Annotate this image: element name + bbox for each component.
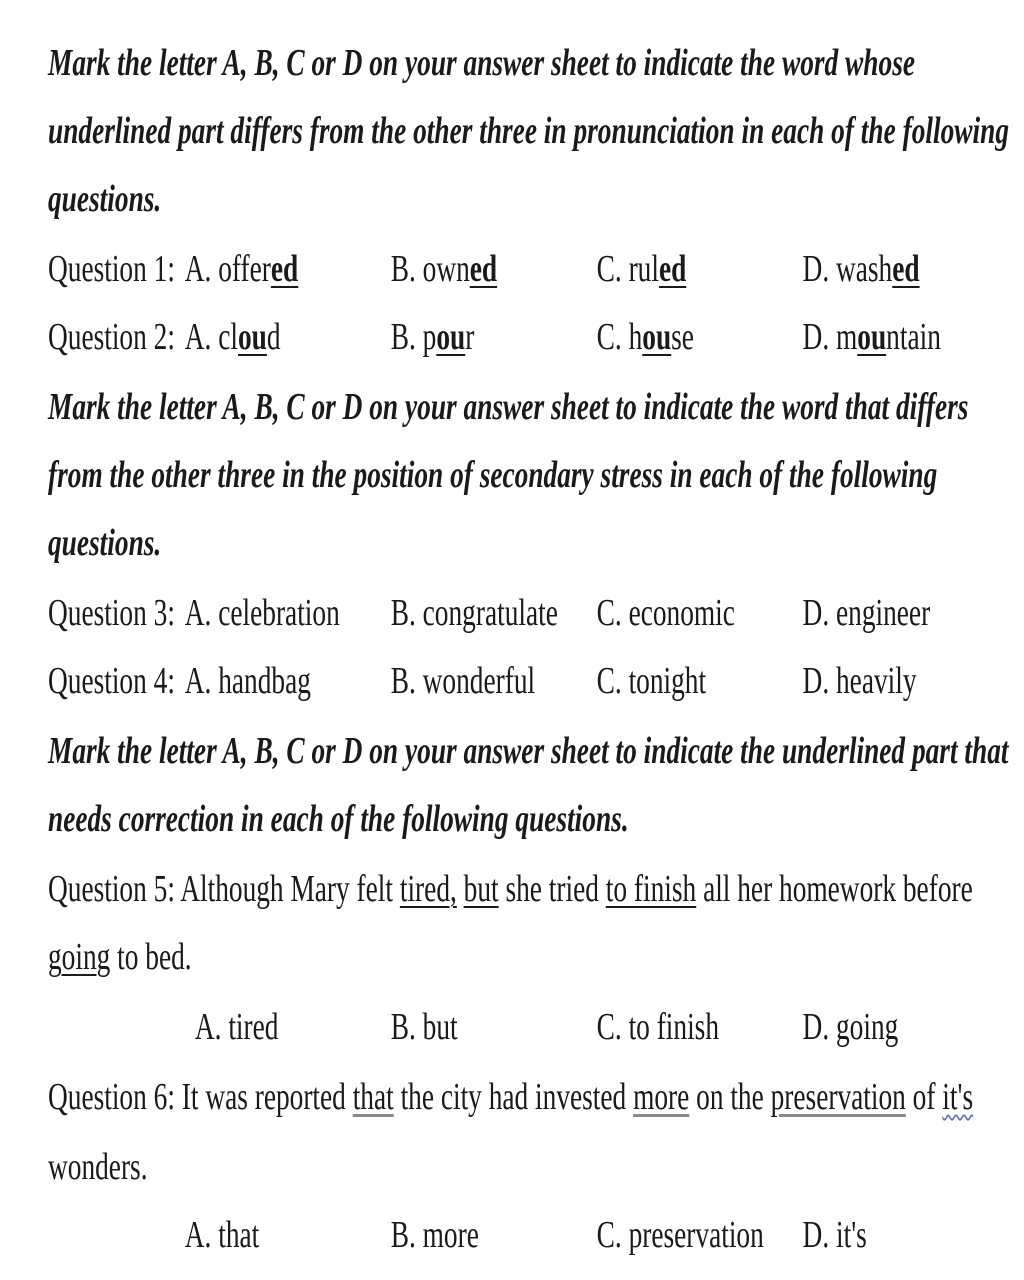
q1-option-d-text: D. wash — [802, 248, 893, 290]
section2-instruction-line1: Mark the letter A, B, C or D on your answer sheet to indicate the word that differs — [48, 386, 969, 428]
q5-text-3: she tried — [498, 868, 606, 910]
q5-text-4: all her homework before — [696, 868, 973, 910]
q1-option-d-underlined: ed — [892, 248, 920, 290]
q2-option-c-underlined: ou — [642, 316, 672, 358]
q3-option-a[interactable]: A. celebration — [184, 592, 340, 634]
q2-option-b-text: B. p — [390, 316, 437, 358]
q5-underlined-a: tired, — [399, 868, 457, 910]
q2-option-c-text: C. h — [596, 316, 643, 358]
q6-underlined-a: that — [352, 1076, 394, 1118]
section1-instruction-line2: underlined part differs from the other three in pronunciation in each of the following — [48, 110, 1010, 152]
q6-text-3: on the — [689, 1076, 771, 1118]
q1-option-c-underlined: ed — [658, 248, 687, 290]
q4-option-b[interactable]: B. wonderful — [390, 660, 536, 702]
question-1-label: Question 1: — [48, 248, 175, 290]
q2-option-a-underlined: ou — [237, 316, 267, 358]
q5-text-5: to bed. — [110, 936, 192, 978]
q2-option-b-tail: r — [465, 316, 475, 358]
q2-option-a-text: A. cl — [184, 316, 238, 358]
q1-option-b[interactable] — [391, 250, 497, 288]
q2-option-c-tail: se — [671, 316, 694, 358]
q1-option-b-text: B. own — [390, 248, 470, 290]
question-6-label: Question 6: — [48, 1076, 175, 1118]
q2-option-d-text: D. m — [802, 316, 858, 358]
q1-option-c-text: C. rul — [596, 248, 659, 290]
q2-option-d[interactable] — [803, 318, 941, 356]
section2-instruction-line3: questions. — [48, 522, 162, 564]
q4-option-a[interactable]: A. handbag — [184, 660, 311, 702]
q5-underlined-b: but — [463, 868, 499, 910]
q2-option-a-tail: d — [266, 316, 281, 358]
q5-option-d[interactable]: D. going — [802, 1006, 899, 1048]
q2-option-b[interactable] — [391, 318, 475, 356]
question-5-sentence-line1 — [48, 868, 973, 910]
q1-option-b-underlined: ed — [469, 248, 498, 290]
q2-option-a[interactable] — [185, 318, 281, 356]
q1-option-c[interactable] — [597, 250, 687, 288]
q1-option-d[interactable] — [803, 250, 920, 288]
q5-option-b[interactable]: B. but — [390, 1006, 458, 1048]
question-5-sentence-line2 — [48, 938, 739, 976]
q3-option-d[interactable]: D. engineer — [802, 592, 931, 634]
q5-underlined-d: going — [48, 936, 111, 978]
q6-underlined-b: more — [633, 1076, 690, 1118]
question-5-label: Question 5: — [48, 868, 175, 910]
q6-option-a[interactable]: A. that — [184, 1214, 260, 1256]
q6-option-d[interactable]: D. it's — [802, 1214, 867, 1256]
section1-instruction-line1: Mark the letter A, B, C or D on your answer sheet to indicate the word whose — [48, 42, 916, 84]
q1-option-a-underlined: ed — [270, 248, 299, 290]
q3-option-b[interactable]: B. congratulate — [390, 592, 558, 634]
q6-underlined-c: preservation — [770, 1076, 906, 1118]
q6-text-4: of — [905, 1076, 943, 1118]
q5-text-1: Although Mary felt — [174, 868, 400, 910]
q2-option-d-underlined: ou — [857, 316, 887, 358]
question-4-label: Question 4: — [48, 660, 175, 702]
q4-option-d[interactable]: D. heavily — [802, 660, 917, 702]
q1-option-a-text: A. offer — [184, 248, 271, 290]
q2-option-b-underlined: ou — [436, 316, 466, 358]
section1-instruction-line3: questions. — [48, 178, 162, 220]
q6-underlined-d: it's — [942, 1076, 974, 1118]
q6-option-c[interactable]: C. preservation — [596, 1214, 764, 1256]
q3-option-c[interactable]: C. economic — [596, 592, 735, 634]
section3-instruction-line2: needs correction in each of the following questions. — [48, 798, 629, 840]
question-6-sentence-line1 — [48, 1076, 974, 1118]
question-3-label: Question 3: — [48, 592, 175, 634]
q4-option-c[interactable]: C. tonight — [596, 660, 707, 702]
q2-option-d-tail: ntain — [886, 316, 941, 358]
q6-option-b[interactable]: B. more — [390, 1214, 479, 1256]
q5-option-c[interactable]: C. to finish — [596, 1006, 720, 1048]
q5-underlined-c: to finish — [605, 868, 697, 910]
question-6-sentence-line2: wonders. — [48, 1146, 148, 1188]
q6-text-2: the city had invested — [393, 1076, 634, 1118]
q2-option-c[interactable] — [597, 318, 694, 356]
q1-option-a[interactable] — [185, 250, 298, 288]
q5-option-a[interactable]: A. tired — [194, 1006, 279, 1048]
question-2-label: Question 2: — [48, 316, 175, 358]
q6-text-1: It was reported — [174, 1076, 353, 1118]
section3-instruction-line1: Mark the letter A, B, C or D on your answer sheet to indicate the underlined part that — [48, 730, 1009, 772]
section2-instruction-line2: from the other three in the position of secondary stress in each of the following — [48, 454, 938, 496]
